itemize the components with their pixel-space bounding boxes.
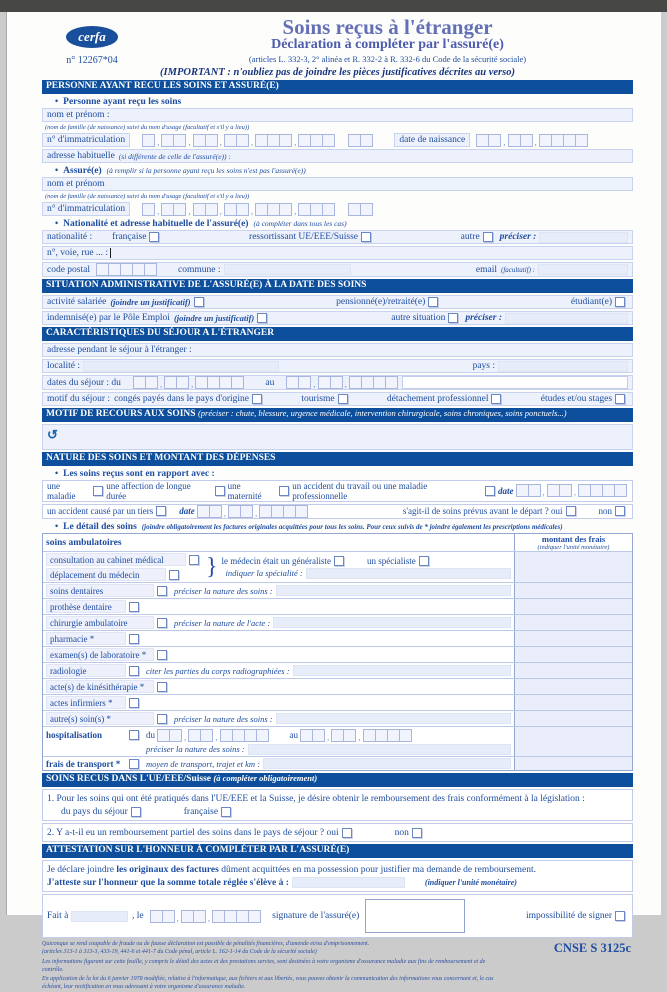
digit-cell[interactable] [614,484,627,497]
radiologie-parties-input[interactable] [293,665,511,676]
immatriculation-assure-row [42,202,633,216]
cell-separator: , [219,205,222,216]
pensionne-checkbox[interactable] [428,297,438,307]
cell-separator: , [157,205,160,216]
digit-cell[interactable] [173,134,186,147]
cell-separator: , [313,379,316,390]
immatriculation-label: n° d'immatriculation [42,133,130,147]
nationalite-row: nationalité : française ressortissant UE/EEE/Suisse autre préciser : [42,230,633,244]
digit-cell[interactable] [528,484,541,497]
digit-cell[interactable] [559,484,572,497]
cell-separator: , [207,912,211,923]
pole-emploi-checkbox[interactable] [257,313,267,323]
nationalite-preciser-input[interactable] [539,232,628,243]
rapport-row-2: un accident causé par un tiers date , , s'agit-il de soins prévus avant le départ ? oui non [42,504,633,519]
consultation-checkbox[interactable] [189,555,199,565]
chirurgie-checkbox[interactable] [157,618,167,628]
cerfa-logo: cerfa [66,26,118,48]
section-personne-header: PERSONNE AYANT RECU LES SOINS ET ASSURÉ(E) [42,80,633,94]
nom-prenom-assure-field[interactable]: nom et prénom [42,177,633,191]
bullet-rapport: • Les soins reçus sont en rapport avec : [55,467,215,479]
nom-assure-note: (nom de famille (de naissance) suivi du nom d'usage (facultatif et s'il y a lieu)) [45,193,250,201]
bullet-icon: • [55,165,59,176]
cell-separator: , [327,731,330,742]
date-sejour-du-digits[interactable] [133,376,244,389]
legal-fraude: Quiconque se rend coupable de fraude ou de fausse déclaration est passible de pénalités financières, d'amende et/ou d'emprisonnement. (articles 313-1 à 313-3, 433-19, 441-6 et 441-7 du Code pénal, article L. 162-1-14 du Code de la sécurité sociale) [42,941,370,956]
transport-row: frais de transport * moyen de transport, trajet et km : [43,756,632,770]
laboratoire-row: examen(s) de laboratoire * [43,646,632,662]
kine-checkbox[interactable] [157,682,167,692]
radiologie-montant-cell[interactable] [514,663,632,678]
immatriculation-digits[interactable] [142,134,334,147]
section-ue-header: SOINS RECUS DANS L'UE/EEE/Suisse (à compléter obligatoirement) [42,773,633,787]
laboratoire-montant-cell[interactable] [514,647,632,662]
nom-note: (nom de famille (de naissance) suivi du nom d'usage (facultatif et s'il y a lieu)) [45,123,250,131]
cell-separator: , [358,731,361,742]
cell-separator: , [159,379,163,390]
infirmiers-row: actes infirmiers * [43,694,632,710]
prothese-checkbox[interactable] [129,602,139,612]
cerfa-block [42,26,142,66]
form-articles: (articles L. 332-3, 2° alinéa et R. 332-2 à R. 332-6 du Code de la sécurité sociale) [248,54,527,65]
somme-totale-input[interactable] [292,877,405,888]
form-subtitle: Déclaration à compléter par l'assuré(e) [271,37,504,53]
digit-cell[interactable] [279,203,292,216]
digit-cell[interactable] [248,910,261,923]
section-situation-header: SITUATION ADMINISTRATIVE DE L'ASSURÉ(E) À LA DATE DES SOINS [42,279,633,293]
digit-cell[interactable] [205,203,218,216]
table-header-row: soins ambulatoires montant des frais (indiquer l'unité monétaire) [43,534,632,551]
consultation-montant-cell[interactable] [514,552,632,582]
bullet-nationalite: • Nationalité et adresse habituelle de l'assuré(e) (à compléter dans tous les cas) [55,218,347,230]
digit-cell[interactable] [200,729,213,742]
bullet-icon: • [55,95,59,106]
cell-separator: , [176,912,179,923]
digit-cell[interactable] [169,729,182,742]
infirmiers-montant-cell[interactable] [514,695,632,710]
digit-cell[interactable] [236,203,249,216]
nationalite-francaise-checkbox[interactable] [149,232,159,242]
cell-separator: , [188,205,191,216]
immatriculation-assure-digits[interactable] [142,203,334,216]
specialite-input[interactable] [306,568,511,579]
date-naissance-digits[interactable] [476,134,587,147]
impossibilite-signer-checkbox[interactable] [615,911,625,921]
brace-glyph: } [206,553,218,580]
cell-separator: , [223,507,226,518]
localite-input[interactable] [83,361,279,372]
pharmacie-checkbox[interactable] [129,634,139,644]
nationalite-autre-checkbox[interactable] [483,232,493,242]
title-block [142,17,633,64]
accident-tiers-date-digits[interactable] [197,505,308,518]
digit-cell[interactable] [142,203,155,216]
transport-montant-cell[interactable] [514,757,632,770]
laboratoire-checkbox[interactable] [157,650,167,660]
digit-cell[interactable] [173,203,186,216]
hospitalisation-montant-cell[interactable] [514,727,632,756]
cell-separator: , [503,136,506,147]
code-postal-row: code postal commune : email (facultatif) : [42,262,633,277]
tourisme-checkbox[interactable] [338,394,348,404]
dates-sejour-row: dates du séjour : du , , au , , [42,375,633,390]
autre-situation-checkbox[interactable] [448,313,458,323]
accident-travail-date-digits[interactable] [516,484,627,497]
digit-cell[interactable] [209,505,222,518]
deplacement-medecin-checkbox[interactable] [169,570,179,580]
digit-cell[interactable] [162,910,175,923]
digit-cell[interactable] [488,134,501,147]
chirurgie-montant-cell[interactable] [514,615,632,630]
cerfa-number: n° 12267*04 [66,55,118,66]
adresse-habituelle-field[interactable]: adresse habituelle (si différente de celle de l'assuré(e)) : [42,149,633,163]
digit-cell[interactable] [295,505,308,518]
nationalite-ue-checkbox[interactable] [361,232,371,242]
cell-separator: , [294,205,297,216]
cell-separator: , [573,487,577,498]
montant-header: montant des frais (indiquer l'unité monétaire) [514,534,632,551]
motif-sejour-row: motif du séjour : congés payés dans le pays d'origine tourisme détachement professionnel études et/ou stages [42,392,633,406]
cell-separator: , [191,379,194,390]
autre-situation-preciser-input[interactable] [505,313,628,324]
cell-separator: , [542,487,545,498]
undo-arrow-icon: ↺ [47,426,58,442]
situation-row-2: indemnisé(e) par le Pôle Emploi (joindre un justificatif) autre situation préciser : [42,311,633,325]
legal-informations: Les informations figurant sur cette feuille, y compris le détail des actes et des prestations servies, sont destinées à votre organisme d'assurance maladie aux fins de remboursement et de contrôle. [42,958,486,973]
legislation-francaise-checkbox[interactable] [221,807,231,817]
accident-travail-checkbox[interactable] [485,486,495,496]
legislation-pays-sejour-checkbox[interactable] [131,807,141,817]
radiologie-row: radiologie citer les parties du corps radiographiées : [43,662,632,678]
scan-top-edge [0,0,667,12]
kine-row: acte(s) de kinésithérapie * [43,678,632,694]
hospitalisation-checkbox[interactable] [129,730,139,740]
fait-a-input[interactable] [71,911,128,922]
etudiant-checkbox[interactable] [615,297,625,307]
motif-recours-input[interactable] [42,424,633,450]
digit-cell[interactable] [142,134,155,147]
section-sejour-header: CARACTÉRISTIQUES DU SÉJOUR A L'ÉTRANGER [42,327,633,341]
kine-montant-cell[interactable] [514,679,632,694]
date-naissance-label: date de naissance [394,133,470,147]
hospitalisation-au-digits[interactable] [300,729,411,742]
section-attestation-header: ATTESTATION SUR L'HONNEUR À COMPLÉTER PAR L'ASSURÉ(E) [42,844,633,858]
consultation-row: consultation au cabinet médical déplacement du médecin } le médecin était un généraliste un spécialiste indiquer la spécialité : [43,551,632,582]
signature-box[interactable] [365,899,465,933]
cell-separator: , [157,136,160,147]
autres-soins-row: autre(s) soin(s) * préciser la nature des soins : [43,710,632,726]
dates-sejour-extra[interactable] [402,376,628,389]
digit-cell[interactable] [385,376,398,389]
section-nature-soins-header: NATURE DES SOINS ET MONTANT DES DÉPENSES [42,452,633,466]
hospitalisation-row: hospitalisation du , , au , , préciser la nature des soins : [43,726,632,756]
pharmacie-montant-cell[interactable] [514,631,632,646]
digit-cell[interactable] [360,203,373,216]
cell-separator: , [254,507,258,518]
maternite-checkbox[interactable] [279,486,289,496]
digit-cell[interactable] [312,729,325,742]
immatriculation-assure-label: n° d'immatriculation [42,202,130,216]
immatriculation-assure-key[interactable] [348,203,372,216]
nom-prenom-field[interactable]: nom et prénom : [42,108,633,122]
soins-dentaires-row: soins dentaires préciser la nature des soins : [43,582,632,598]
autres-soins-nature-input[interactable] [276,713,511,724]
cell-separator: , [534,136,537,147]
section-motif-recours-header: MOTIF DE RECOURS AUX SOINS (préciser : chute, blessure, urgence médicale, intervention chirurgicale, soins chroniques, soins ponctuels...) [42,408,633,422]
attestation-box: Je déclare joindre les originaux des factures dûment acquittées en ma possession pour justifier ma demande de remboursement. J'atteste sur l'honneur que la somme totale réglée s'élève à : (indiquer l'unité monétaire) [42,860,633,892]
digit-cell[interactable] [279,134,292,147]
digit-cell[interactable] [231,376,244,389]
rue-field[interactable]: n°, voie, rue ... : [42,246,633,260]
digit-cell[interactable] [399,729,412,742]
form-title: Soins reçus à l'étranger [282,15,493,39]
bullet-personne: • Personne ayant reçu les soins [55,95,182,107]
bullet-assure: • Assuré(e) (à remplir si la personne ayant reçu les soins n'est pas l'assuré(e)) [55,165,306,177]
digit-cell[interactable] [240,505,253,518]
generaliste-checkbox[interactable] [334,556,344,566]
immatriculation-row [42,133,633,147]
localite-row: localité : pays : [42,359,633,373]
pays-input[interactable] [498,361,628,372]
soins-table [42,533,633,771]
legal-cnil: En application de la loi du 6 janvier 1978 modifiée, relative à l'informatique, aux fichiers et aux libertés, vous pouvez obtenir la communication des informations vous concernant et, le cas échéant, leur rectification en vous adressant à votre organisme d'assurance maladie. [42,976,494,991]
soins-dentaires-montant-cell[interactable] [514,583,632,598]
chirurgie-row: chirurgie ambulatoire préciser la nature de l'acte : [43,614,632,630]
remboursement-partiel-oui-checkbox[interactable] [342,828,352,838]
detachement-checkbox[interactable] [491,394,501,404]
digit-cell[interactable] [176,376,189,389]
date-sejour-au-digits[interactable] [286,376,397,389]
commune-input[interactable] [224,264,351,275]
soins-dentaires-nature-input[interactable] [276,585,511,596]
form-header [42,17,633,66]
autres-soins-checkbox[interactable] [157,714,167,724]
situation-row-1: activité salariée (joindre un justificatif) pensionné(e)/retraité(e) étudiant(e) [42,295,633,309]
conges-payes-checkbox[interactable] [252,394,262,404]
bullet-icon: • [55,467,59,478]
email-input[interactable] [538,264,628,275]
cell-separator: , [184,731,187,742]
cell-separator: , [250,136,254,147]
digit-cell[interactable] [205,134,218,147]
etudes-stages-checkbox[interactable] [615,394,625,404]
transport-detail-input[interactable] [263,758,511,769]
cell-separator: , [188,136,191,147]
bullet-icon: • [55,218,59,229]
accident-tiers-checkbox[interactable] [156,506,166,516]
digit-cell[interactable] [193,910,206,923]
form-page [6,12,661,991]
digit-cell[interactable] [330,376,343,389]
digit-cell[interactable] [322,203,335,216]
adresse-sejour-field[interactable]: adresse pendant le séjour à l'étranger : [42,343,633,357]
question-1-box: 1. Pour les soins qui ont été pratiqués dans l'UE/EEE et la Suisse, je désire obtenir le remboursement des frais conformément à la législation : du pays du séjour française [42,789,633,821]
digit-cell[interactable] [520,134,533,147]
cell-separator: , [250,205,254,216]
infirmiers-checkbox[interactable] [129,698,139,708]
digit-cell[interactable] [256,729,269,742]
ald-checkbox[interactable] [215,486,225,496]
immatriculation-key[interactable] [348,134,372,147]
digit-cell[interactable] [322,134,335,147]
digit-cell[interactable] [298,376,311,389]
specialiste-checkbox[interactable] [419,556,429,566]
radiologie-checkbox[interactable] [129,666,139,676]
cell-separator: , [215,731,218,742]
digit-cell[interactable] [360,134,373,147]
hospitalisation-du-digits[interactable] [157,729,268,742]
form-footer [42,941,633,992]
digit-cell[interactable] [236,134,249,147]
digit-cell[interactable] [343,729,356,742]
prothese-montant-cell[interactable] [514,599,632,614]
transport-checkbox[interactable] [129,759,139,769]
digit-cell[interactable] [144,263,157,276]
digit-cell[interactable] [575,134,588,147]
rapport-row-1: une maladie une affection de longue durée une maternité un accident du travail ou une maladie professionnelle date , , [42,480,633,502]
soins-prevus-non-checkbox[interactable] [615,506,625,516]
hospitalisation-nature-input[interactable] [248,744,511,755]
fait-le-date-digits[interactable] [150,910,261,923]
activite-salariee-checkbox[interactable] [194,297,204,307]
bullet-icon: • [55,520,59,531]
prothese-row: prothèse dentaire [43,598,632,614]
signature-row: Fait à , le , , signature de l'assuré(e) impossibilité de signer [42,894,633,938]
text-cursor [110,248,111,258]
important-note: (IMPORTANT : n'oubliez pas de joindre les pièces justificatives décrites au verso) [160,67,515,78]
bullet-detail-soins: • Le détail des soins (joindre obligatoirement les factures originales acquittées pour tous les soins. Pour ceux suivis de * joindre également les prescriptions médicales) [55,520,563,532]
question-2-box: 2. Y a-t-il eu un remboursement partiel des soins dans le pays de séjour ? oui non [42,823,633,842]
form-reference: CNSE S 3125c [553,941,631,956]
cell-separator: , [294,136,297,147]
soins-prevus-oui-checkbox[interactable] [566,506,576,516]
cell-separator: , [219,136,222,147]
cell-separator: , [344,379,347,390]
maladie-checkbox[interactable] [93,486,103,496]
pharmacie-row: pharmacie * [43,630,632,646]
code-postal-digits[interactable] [96,263,156,276]
remboursement-partiel-non-checkbox[interactable] [412,828,422,838]
chirurgie-nature-input[interactable] [273,617,511,628]
digit-cell[interactable] [145,376,158,389]
autres-soins-montant-cell[interactable] [514,711,632,726]
soins-dentaires-checkbox[interactable] [157,586,167,596]
